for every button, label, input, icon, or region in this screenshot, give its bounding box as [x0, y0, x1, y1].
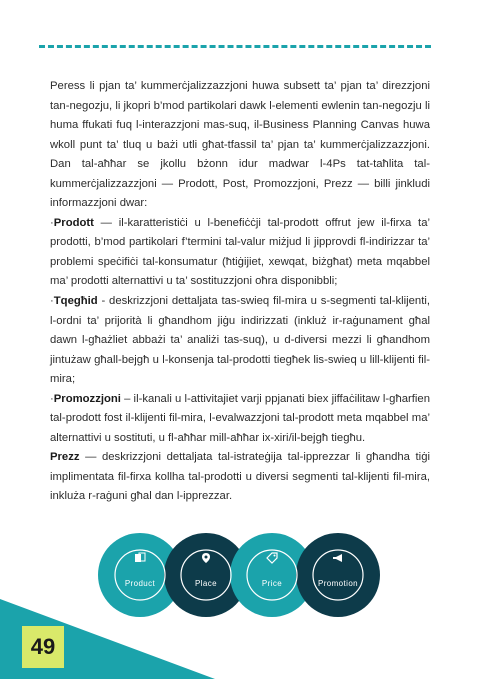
- item-product: ·Prodott — il-karatteristiċi u l-benefiċċji tal-prodott offrut jew il-firxa ta’ prodotti, b’mod partikolari f’termini tal-valur miżjud li jipprovdi fl-indirizzar ta’ problemi speċifiċi tal-konsumatur (ħtiġijiet, xewqat, biżgħat) meta mqabbel ma’ prodotti alternattivi u ta’ sostituzzjoni oħra disponibbli;: [50, 216, 430, 288]
- megaphone-icon: [332, 552, 344, 564]
- term-place: Tqegħid: [53, 295, 98, 308]
- term-price: Prezz: [50, 451, 80, 464]
- item-place: ·Tqegħid - deskrizzjoni dettaljata tas-swieq fil-mira u s-segmenti tal-klijenti, l-ordni ta’ prijorità li għandhom jiġu indirizzati (inkluż ir-raġunament għal dawn l-għażliet abbażi ta’ analiżi tas-suq), u d-diversi mezzi li għandhom jintużaw għall-bejgħ u l-konsenja tal-prodotti tiegħek lis-swieq u lill-klijenti fil-mira;: [50, 295, 430, 386]
- term-product: Prodott: [53, 216, 94, 229]
- four-ps-diagram: [95, 530, 385, 620]
- price-tag-icon: [266, 552, 278, 564]
- term-promotion: Promozzjoni: [53, 392, 121, 405]
- top-dashed-rule: [39, 45, 431, 48]
- label-promotion: Promotion: [317, 579, 359, 588]
- label-product: Product: [124, 579, 156, 588]
- page-number: 49: [22, 626, 64, 668]
- item-price: Prezz — deskrizzjoni dettaljata tal-istrateġija tal-ipprezzar li għandha tiġi implimentata fil-firxa kollha tal-prodotti u diversi segmenti tal-klijenti fil-mira, inkluża r-raġuni għal dan l-ipprezzar.: [50, 451, 430, 503]
- box-icon: [134, 552, 146, 564]
- label-price: Price: [261, 579, 283, 588]
- intro-paragraph: Peress li pjan ta’ kummerċjalizzazzjoni huwa subsett ta’ pjan ta’ direzzjoni tan-negozju, li jkopri b’mod partikolari dawk l-elementi ewlenin tan-negozju li huma ffukati fuq l-interazzjoni mas-suq, il-Business Planning Canvas huwa wkoll punt ta’ tluq u bażi utli għat-tfassil ta’ pjan ta’ kummerċjalizzazzjoni. Dan tal-aħħar se jkollu bżonn idur madwar l-4Ps tat-taħlita tal-kummerċjalizzazzjoni — Prodott, Post, Promozzjoni, Prezz — billi jinkludi informazzjoni dwar:: [50, 80, 430, 210]
- map-pin-icon: [200, 552, 212, 564]
- body-text: [50, 77, 430, 507]
- item-promotion: ·Promozzjoni – il-kanali u l-attivitajiet varji ppjanati biex jiffaċilitaw l-għarfien tal-prodott fost il-klijenti fil-mira, l-evalwazzjoni tal-prodott meta mqabbel ma’ alternattivi u sostituti, u fl-aħħar mill-aħħar ix-xiri/il-bejgħ tiegħu.: [50, 392, 430, 444]
- circle-promotion: [296, 533, 380, 617]
- four-ps-circles: [95, 530, 385, 620]
- label-place: Place: [194, 579, 218, 588]
